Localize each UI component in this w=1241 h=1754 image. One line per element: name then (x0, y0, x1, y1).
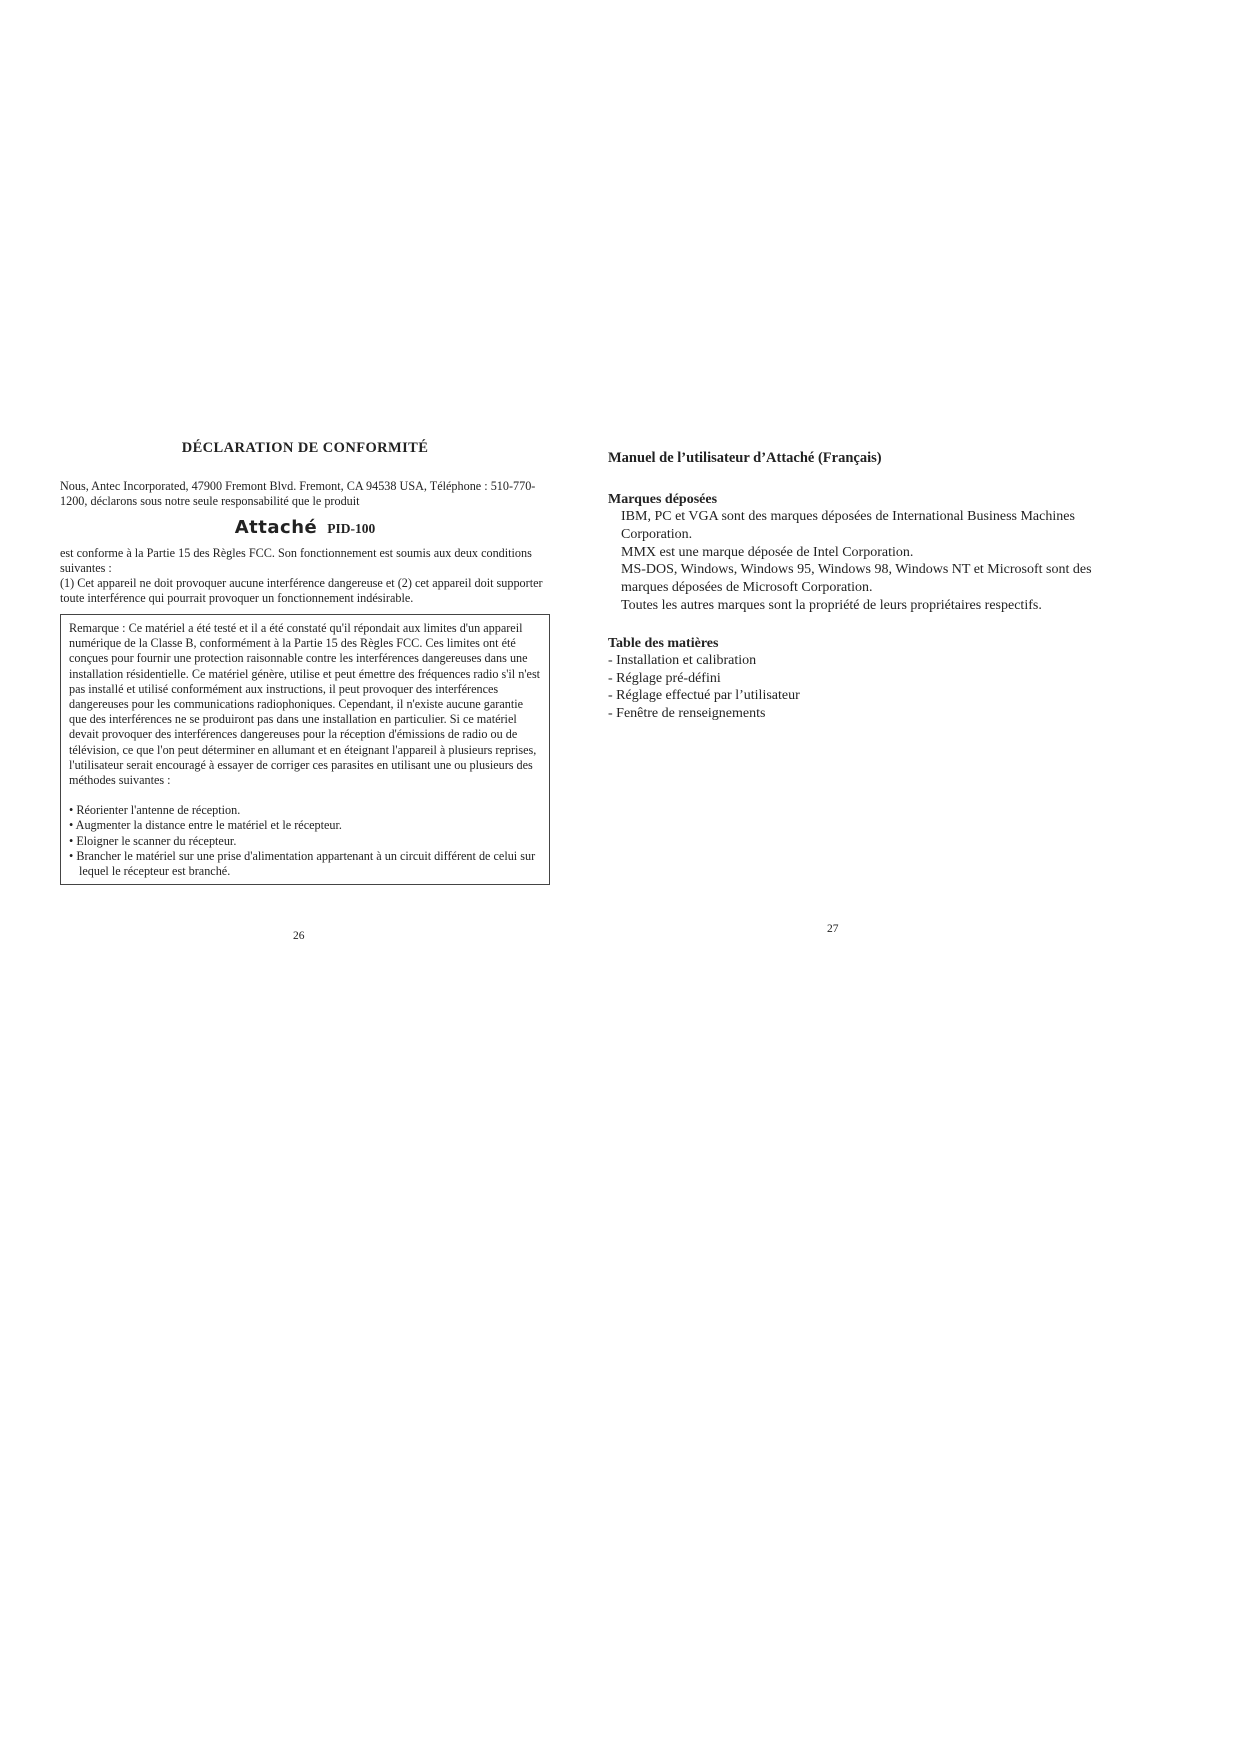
page-number-left: 26 (293, 930, 305, 942)
conditions-paragraph: (1) Cet appareil ne doit provoquer aucune interférence dangereuse et (2) cet appareil doit supporter toute interférence qui pourrait provoquer un fonctionnement indésirable. (60, 576, 543, 605)
list-item: • Augmenter la distance entre le matériel et le récepteur. (69, 818, 342, 833)
list-item: • Réorienter l'antenne de réception. (69, 803, 241, 818)
right-page (608, 450, 1128, 723)
list-item: • Brancher le matériel sur une prise d'alimentation appartenant à un circuit différent de celui sur lequel le récepteur est branché. (69, 848, 536, 879)
intro-paragraph: Nous, Antec Incorporated, 47900 Fremont Blvd. Fremont, CA 94538 USA, Téléphone : 510-770-1200, déclarons sous notre seule responsabilité que le produit (60, 479, 536, 508)
product-model: PID-100 (327, 521, 376, 536)
left-page (60, 440, 550, 885)
page-number-right: 27 (827, 923, 839, 935)
list-item: • Eloigner le scanner du récepteur. (69, 833, 237, 848)
product-logo-row (60, 517, 550, 538)
list-item: Toutes les autres marques sont la propriété de leurs propriétaires respectifs. (621, 597, 1042, 613)
trademarks-list (608, 508, 1128, 615)
remedy-list (69, 803, 541, 879)
attache-logo: Attaché (234, 517, 318, 538)
remark-paragraph: Remarque : Ce matériel a été testé et il a été constaté qu'il répondait aux limites d'un appareil numérique de la Classe B, conformément à la Partie 15 des Règles FCC. Ces limites ont été conçues pour fournir une protection raisonnable contre les interférences dangereuses dans une installation résidentielle. Ce matériel génère, utilise et peut émettre des fréquences radio s'il n'est pas installé et utilisé conformément aux instructions, il peut provoquer des interférences dangereuses pour les communications radiophoniques. Cependant, il n'existe aucune garantie que des interférences ne se produiront pas dans une installation en particulier. Si ce matériel devait provoquer des interférences dangereuses pour la réception d'émissions de radio ou de télévision, ce que l'on peut déterminer en allumant et en éteignant l'appareil à plusieurs reprises, l'utilisateur serait encouragé à essayer de corriger ces parasites en utilisant une ou plusieurs des méthodes suivantes : (69, 621, 541, 788)
toc-item-installation: - Installation et calibration (608, 652, 757, 668)
list-item: MS-DOS, Windows, Windows 95, Windows 98, Windows NT et Microsoft sont des marques déposées de Microsoft Corporation. (621, 562, 1092, 596)
toc-title: Table des matières (608, 635, 719, 651)
conformity-paragraph: est conforme à la Partie 15 des Règles FCC. Son fonctionnement est soumis aux deux conditions suivantes : (60, 546, 532, 575)
list-item: IBM, PC et VGA sont des marques déposées de International Business Machines Corporation. (621, 509, 1075, 542)
toc-list (608, 652, 1128, 723)
manual-title: Manuel de l’utilisateur d’Attaché (Français) (608, 450, 882, 466)
fcc-notice-box (60, 614, 550, 885)
toc-item-preset: - Réglage pré-défini (608, 670, 721, 686)
toc-item-user-setting: - Réglage effectué par l’utilisateur (608, 688, 800, 704)
declaration-title: DÉCLARATION DE CONFORMITÉ (181, 440, 429, 456)
toc-item-info-window: - Fenêtre de renseignements (608, 706, 766, 722)
list-item: MMX est une marque déposée de Intel Corporation. (621, 544, 914, 560)
trademarks-title: Marques déposées (608, 492, 718, 507)
